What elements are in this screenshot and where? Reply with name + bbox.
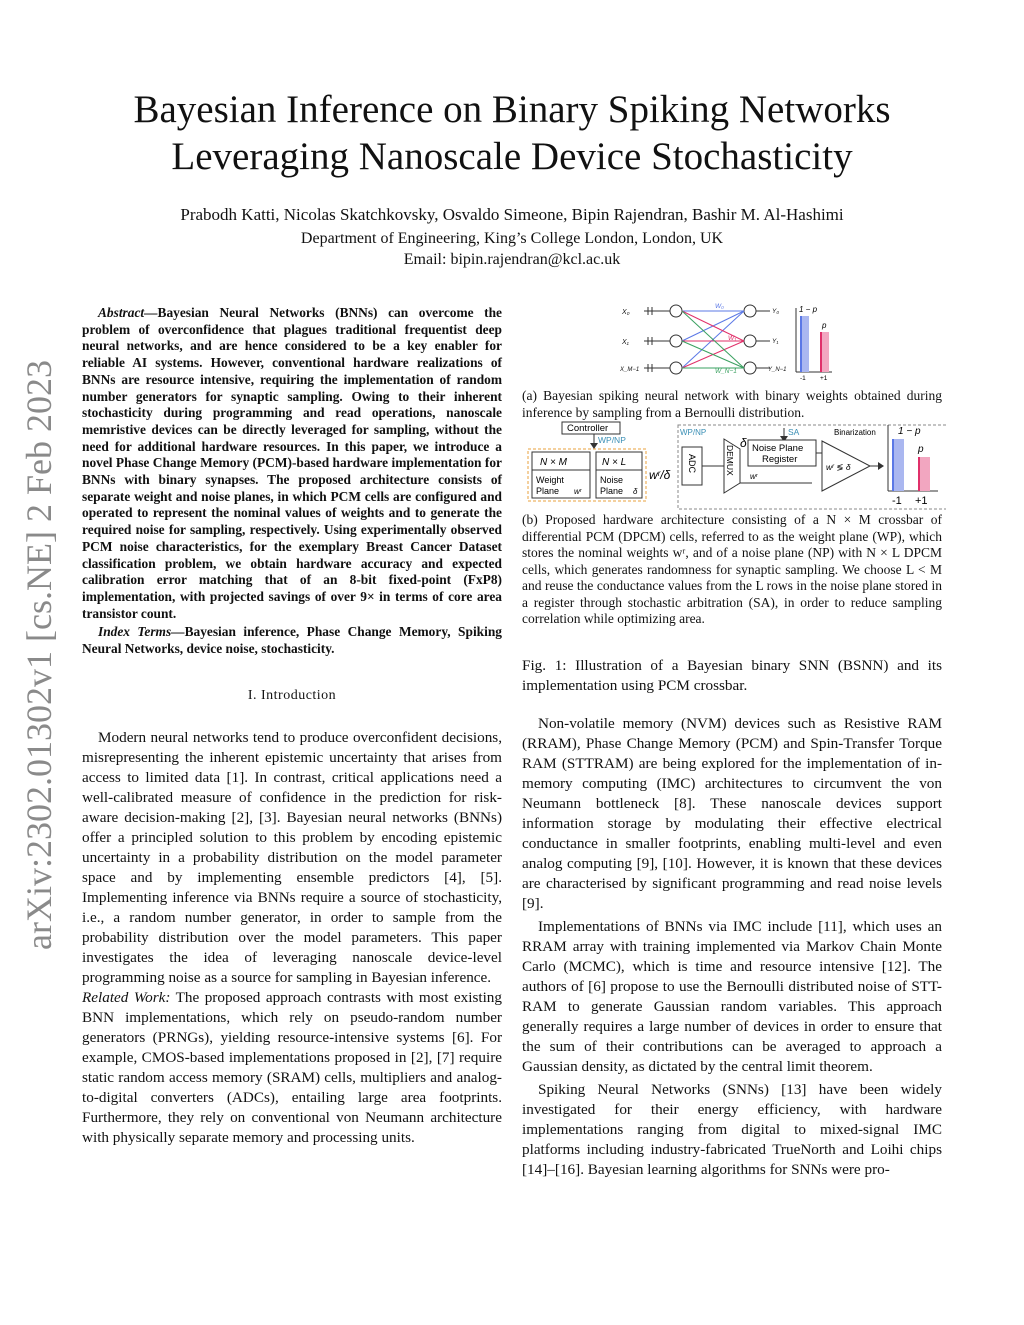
figure-1b-caption: (b) Proposed hardware architecture consisting of a N × M crossbar of differential PCM (DPCM) cells, referred to as the weight plane (WP), which stores the nominal weights wʳ, and of a noise plane (NP) with N × L DPCM cells, which generates randomness for synaptic sampling. We choose L < M and reuse the conductance values from the L rows in the noise plane stored in a register through stochastic arbitration (SA), in order to reduce sampling correlation while optimizing area. <box>522 512 942 626</box>
author-list: Prabodh Katti, Nicolas Skatchkovsky, Osvaldo Simeone, Bipin Rajendran, Bashir M. Al-Hashimi <box>180 205 844 224</box>
label-y1: Y₁ <box>772 338 779 345</box>
label-noise-register-1: Noise Plane <box>752 443 804 454</box>
figure-1a-bsnn-diagram <box>620 300 850 382</box>
label-delta-2: δ <box>740 436 747 450</box>
paper-title <box>60 86 964 180</box>
label-binarization: Binarization <box>834 428 876 437</box>
label-wr: wʳ <box>574 487 582 496</box>
arxiv-sidebar-id: arXiv:2302.01302v1 [cs.NE] 2 Feb 2023 <box>19 360 59 950</box>
label-noise-register-2: Register <box>762 454 798 465</box>
label-wr-2: wʳ <box>750 472 758 481</box>
right-paragraph-1: Non-volatile memory (NVM) devices such as Resistive RAM (RRAM), Phase Change Memory (PCM) and Spin-Transfer Torque RAM (STTRAM) are being explored for the implementation of in-memory computing (IMC) architectures to circumvent the von Neumann bottleneck [8]. These nanoscale devices support information storage by modulating their effective electrical conductance in smaller footprints, enabling multi-level and even analog computing [9], [10]. However, it is known that these devices are characterised by significant programming and read noise levels [9]. <box>522 715 942 912</box>
label-xm1: X_M−1 <box>620 367 640 373</box>
label-demux: DEMUX <box>725 445 735 476</box>
author-block <box>60 204 964 270</box>
label-delta: δ <box>633 487 638 496</box>
label-b-one-minus-p: 1 − p <box>898 426 921 437</box>
label-wpnp-2: WP/NP <box>680 428 707 437</box>
abstract-label: Abstract— <box>98 305 158 320</box>
label-b-p: p <box>918 444 924 455</box>
label-weight: Weight <box>536 475 564 485</box>
label-x1: X₁ <box>622 339 629 346</box>
figure-1a-caption: (a) Bayesian spiking neural network with binary weights obtained during inference by sampling from a Bernoulli distribution. <box>522 388 942 420</box>
label-w0: W₀ <box>715 303 724 310</box>
peripheral-boundary <box>678 425 946 509</box>
abstract-text: Bayesian Neural Networks (BNNs) can overcome the problem of overconfidence that plagues traditional frequentist deep neural networks, and are hence considered to be a key enabler for reliable AI systems. However, conventional hardware realizations of BNNs are resource intensive, requiring the implementation of random number generators for synaptic sampling. Owing to their inherent stochasticity during programming and read operations, nanoscale memristive devices can be directly leveraged for sampling, without the need for additional hardware resources. In this paper, we introduce a novel Phase Change Memory (PCM)-based hardware implementation for BNNs with binary synapses. The proposed architecture consists of separate weight and noise planes, in which PCM cells are configured and operated to represent the nominal values of weights and to generate the required noise for sampling, respectively. Using experimentally observed PCM noise characteristics, for the exemplary Breast Cancer Dataset classification problem, we obtain hardware accuracy and expected calibration error matching that of an 8-bit fixed-point (FxP8) implementation, with projected savings of over 9× in terms of core area transistor count. <box>82 305 502 621</box>
abstract <box>82 305 502 622</box>
left-column <box>82 305 502 1148</box>
label-one-minus-p: 1 − p <box>799 305 818 314</box>
label-wr-delta: wʳ/δ <box>649 468 671 482</box>
title-line-2: Leveraging Nanoscale Device Stochasticity <box>171 135 853 178</box>
label-noise: Noise <box>600 475 624 485</box>
label-plane: Plane <box>536 486 560 496</box>
label-comparator: wʳ ≶ δ <box>826 462 851 472</box>
label-sa: SA <box>788 427 800 437</box>
label-p: p <box>822 321 827 330</box>
related-work-label: Related Work: <box>82 988 171 1006</box>
label-b-neg1: -1 <box>892 495 902 507</box>
label-noise-plane: Plane <box>600 486 624 496</box>
label-pos1: +1 <box>820 375 828 382</box>
figure-1b-hardware-diagram <box>526 421 946 513</box>
affiliation: Department of Engineering, King’s College London, London, UK <box>300 230 724 247</box>
right-column-body <box>522 714 942 1180</box>
label-nxm: N × M <box>540 457 567 468</box>
label-nxl: N × L <box>602 457 627 468</box>
label-wpnp: WP/NP <box>598 435 626 445</box>
label-neg1: -1 <box>800 375 806 382</box>
index-terms-text: Bayesian inference, Phase Change Memory, Spiking Neural Networks, device noise, stochasticity. <box>82 624 502 657</box>
label-controller: Controller <box>567 423 609 434</box>
figure-1-caption: Fig. 1: Illustration of a Bayesian binary SNN (BSNN) and its implementation using PCM crossbar. <box>522 657 942 694</box>
label-adc: ADC <box>687 454 697 474</box>
label-w1: W₁ <box>728 335 737 342</box>
right-paragraph-2: Implementations of BNNs via IMC include [11], which uses an RRAM array with training implemented via Markov Chain Monte Carlo (MCMC), which is time and resource intensive [12]. The authors of [6] propose to use the Bernoulli distributed noise of STT-RAM to generate Gaussian random variables. This approach generally requires a large number of devices in order to ensure that the sum of their contributions can be averaged to approach a Gaussian density, as dictated by the central limit theorem. <box>522 918 942 1075</box>
right-paragraph-3: Spiking Neural Networks (SNNs) [13] have been widely investigated for their energy efficiency, with hardware implementations ranging from digital to mixed-signal IMC platforms including industry-fabricated TrueNorth and Loihi chips [14]–[16]. Bayesian learning algorithms for SNNs were pro- <box>522 1081 942 1178</box>
label-b-pos1: +1 <box>915 495 928 507</box>
section-heading-introduction: I. Introduction <box>247 687 337 703</box>
related-work-text: The proposed approach contrasts with most existing BNN implementations, which rely on pseudo-random number generators (PRNGs), yielding resource-intensive systems [6]. For example, CMOS-based implementations proposed in [2], [7] require static random access memory (SRAM) cells, multipliers and analog-to-digital converters (ADCs), entailing large area footprints. Furthermore, they rely on conventional von Neumann architecture with physically separate memory and processing units. <box>82 988 502 1146</box>
index-terms-label: Index Terms— <box>98 624 185 640</box>
intro-paragraph-1: Modern neural networks tend to produce overconfident decisions, misrepresenting the inherent epistemic uncertainty that arises from access to limited data [1]. In contrast, critical applications need a well-calibrated measure of confidence in the prediction for risk-aware decision-making [2], [3]. Bayesian neural networks (BNNs) offer a principled solution to this problem by encoding epistemic uncertainty in a probability distribution on the model parameter space and by implementing ensemble predictors [4], [5]. Implementing inference via BNNs require a source of stochasticity, i.e., a random number generator, in order to sample from the probability distribution over the model parameters. This paper investigates the idea of leveraging nanoscale device-level programming noise as a source for sampling in Bayesian inference. <box>82 728 502 986</box>
title-line-1: Bayesian Inference on Binary Spiking Networks <box>133 88 891 131</box>
related-work-paragraph <box>82 988 502 1148</box>
index-terms <box>82 624 502 657</box>
email: Email: bipin.rajendran@kcl.ac.uk <box>403 251 621 268</box>
label-x0: X₀ <box>622 309 630 316</box>
label-yn1: Y_N−1 <box>768 367 787 373</box>
label-y0: Y₀ <box>772 308 780 315</box>
label-wn1: W_N−1 <box>715 368 737 375</box>
